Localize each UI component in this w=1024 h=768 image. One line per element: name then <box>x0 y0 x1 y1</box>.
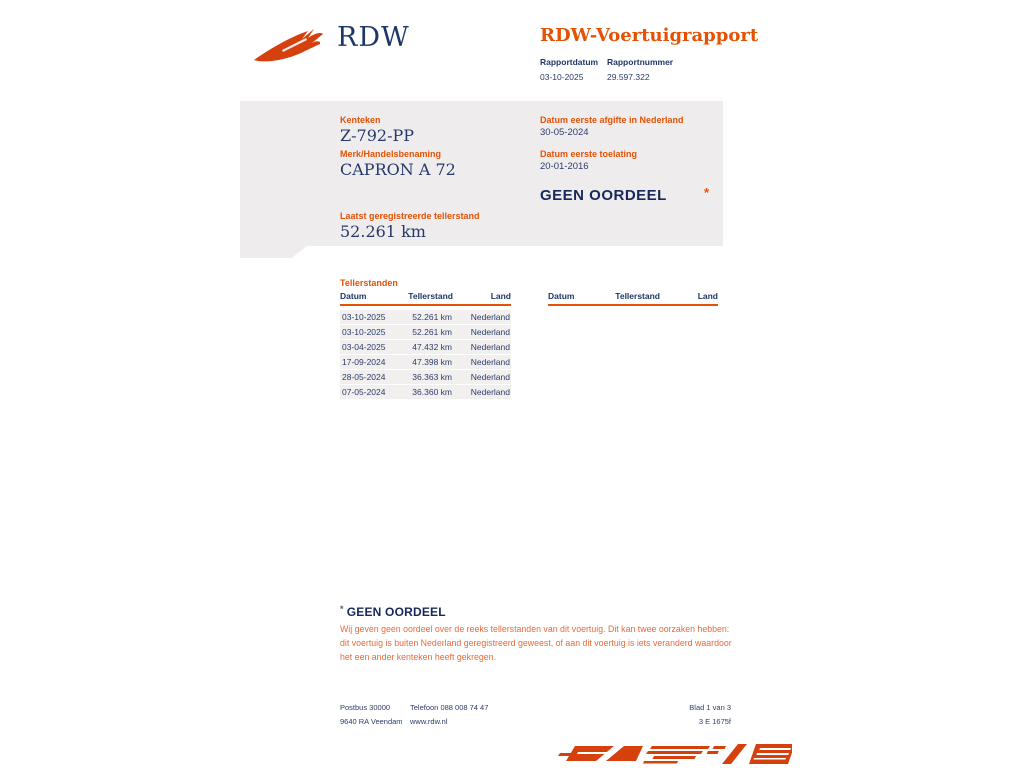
col-header-tellerstand: Tellerstand <box>408 291 453 301</box>
speeding-vehicles-art-icon <box>548 740 792 768</box>
note-asterisk: * <box>340 604 344 614</box>
tellerstanden-heading: Tellerstanden <box>340 278 398 288</box>
report-number-value: 29.597.322 <box>607 72 650 82</box>
footer-website: www.rdw.nl <box>410 717 448 726</box>
cell-datum: 03-10-2025 <box>342 312 386 322</box>
kenteken-label: Kenteken <box>340 115 381 125</box>
table-header-row <box>548 291 718 306</box>
report-number-label: Rapportnummer <box>607 57 674 67</box>
cell-land: Nederland <box>470 372 510 382</box>
cell-datum: 03-10-2025 <box>342 327 386 337</box>
report-date-block <box>540 57 607 82</box>
report-date-label: Rapportdatum <box>540 57 599 67</box>
document-title: RDW-Voertuigrapport <box>540 25 759 46</box>
table-row <box>340 325 511 339</box>
table-row <box>340 385 511 399</box>
footer-phone: Telefoon 088 008 74 47 <box>410 703 489 712</box>
footer-contact <box>410 701 488 729</box>
verdict-text: GEEN OORDEEL <box>540 187 667 204</box>
cell-tellerstand: 36.360 km <box>412 387 452 397</box>
tellerstand-label: Laatst geregistreerde tellerstand <box>340 211 480 221</box>
cell-tellerstand: 52.261 km <box>412 327 452 337</box>
note-heading-text: GEEN OORDEEL <box>346 605 446 619</box>
footer-page-number: Blad 1 van 3 <box>689 703 731 712</box>
tellerstanden-table-right <box>548 291 718 310</box>
cell-tellerstand: 52.261 km <box>412 312 452 322</box>
vehicle-summary-panel <box>240 101 723 246</box>
rdw-logo-swoosh-icon <box>252 26 334 66</box>
col-header-datum: Datum <box>340 291 367 301</box>
cell-datum: 03-04-2025 <box>342 342 386 352</box>
cell-tellerstand: 36.363 km <box>412 372 452 382</box>
toelating-label: Datum eerste toelating <box>540 149 638 159</box>
cell-tellerstand: 47.432 km <box>412 342 452 352</box>
toelating-value: 20-01-2016 <box>540 161 589 172</box>
panel-corner-tab <box>240 245 308 258</box>
cell-datum: 17-09-2024 <box>342 357 386 367</box>
table-header-row <box>340 291 511 306</box>
footer-address <box>340 701 403 729</box>
merk-value: CAPRON A 72 <box>340 160 456 179</box>
cell-land: Nederland <box>470 312 510 322</box>
table-row <box>340 310 511 324</box>
note-heading <box>340 604 446 619</box>
footer-address-line1: Postbus 30000 <box>340 703 391 712</box>
col-header-land: Land <box>490 291 511 301</box>
verdict-asterisk: * <box>704 185 710 200</box>
cell-datum: 28-05-2024 <box>342 372 386 382</box>
cell-datum: 07-05-2024 <box>342 387 386 397</box>
cell-land: Nederland <box>470 357 510 367</box>
kenteken-value: Z-792-PP <box>340 126 414 145</box>
cell-land: Nederland <box>470 342 510 352</box>
report-date-value: 03-10-2025 <box>540 72 584 82</box>
report-meta <box>540 57 673 82</box>
cell-land: Nederland <box>470 327 510 337</box>
tellerstanden-table-left <box>340 291 511 400</box>
footer-address-line2: 9640 RA Veendam <box>340 717 403 726</box>
table-row <box>340 370 511 384</box>
table-row <box>340 355 511 369</box>
report-number-block <box>607 57 673 82</box>
afgifte-label: Datum eerste afgifte in Nederland <box>540 115 684 125</box>
footer-page-info <box>620 701 731 729</box>
col-header-land: Land <box>697 291 718 301</box>
footer-form-code: 3 E 1675f <box>698 717 731 726</box>
merk-label: Merk/Handelsbenaming <box>340 149 442 159</box>
note-body: Wij geven geen oordeel over de reeks tellerstanden van dit voertuig. Dit kan twee oorzaken hebben: dit voertuig is buiten Nederland geregistreerd geweest, of aan dit voertuig is iets veranderd waardoor het een ander kenteken heeft gekregen. <box>340 624 732 662</box>
table-row <box>340 340 511 354</box>
cell-land: Nederland <box>470 387 510 397</box>
tellerstand-value: 52.261 km <box>340 222 426 241</box>
col-header-tellerstand: Tellerstand <box>615 291 660 301</box>
cell-tellerstand: 47.398 km <box>412 357 452 367</box>
col-header-datum: Datum <box>548 291 575 301</box>
rdw-logo-text: RDW <box>337 22 410 53</box>
afgifte-value: 30-05-2024 <box>540 127 589 138</box>
